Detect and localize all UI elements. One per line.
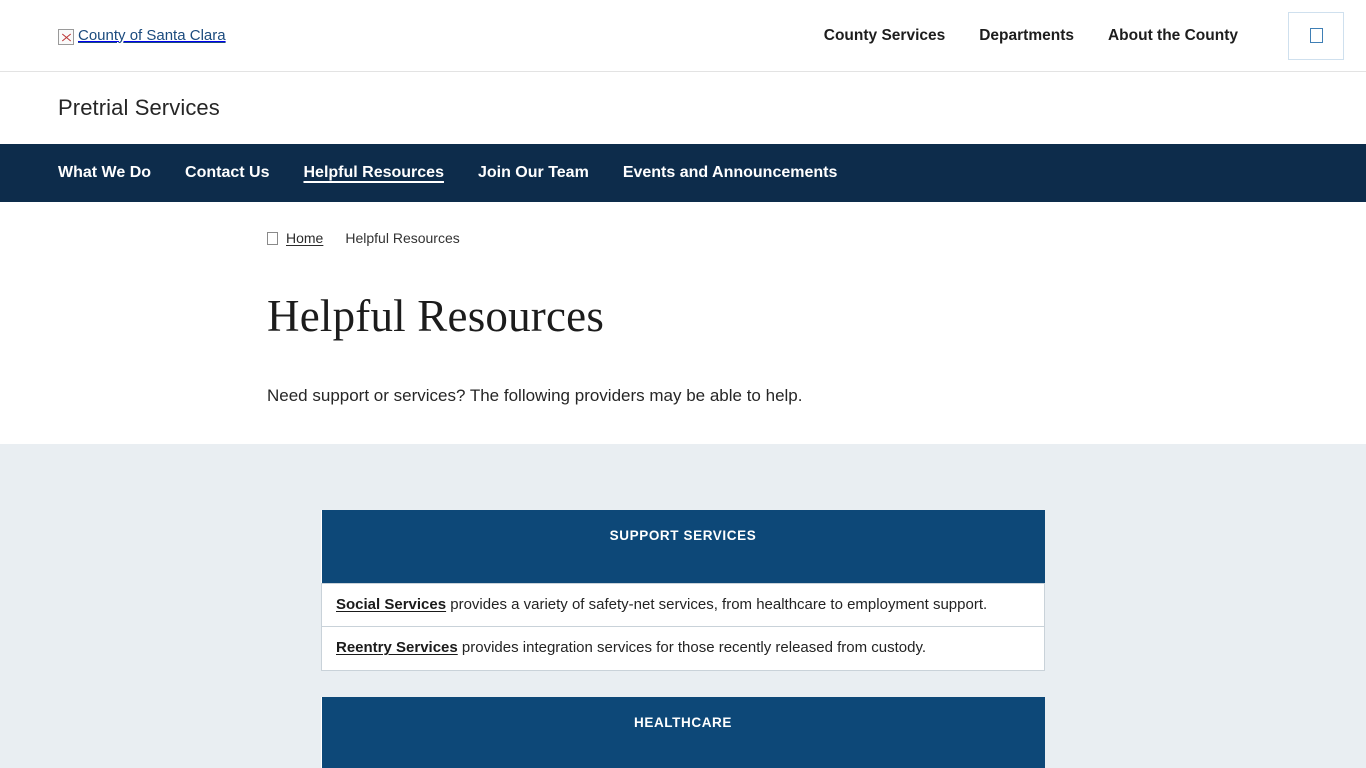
reentry-services-link[interactable]: Reentry Services bbox=[336, 639, 458, 657]
support-services-table-heading: SUPPORT SERVICES bbox=[322, 510, 1045, 584]
section-nav-item-what-we-do[interactable]: What We Do bbox=[58, 164, 152, 181]
search-icon bbox=[1310, 28, 1323, 43]
department-title: Pretrial Services bbox=[58, 94, 220, 120]
reentry-services-description: provides integration services for those recently released from custody. bbox=[457, 639, 927, 657]
breadcrumb bbox=[0, 230, 1366, 246]
section-nav bbox=[0, 144, 1366, 202]
global-nav-item-about-the-county[interactable]: About the County bbox=[1107, 26, 1238, 44]
section-nav-item-join-our-team[interactable]: Join Our Team bbox=[477, 164, 589, 181]
global-nav bbox=[824, 12, 1344, 60]
content-top bbox=[0, 202, 1366, 444]
home-icon bbox=[267, 232, 278, 245]
department-title-band bbox=[0, 72, 1366, 144]
search-button[interactable] bbox=[1288, 12, 1344, 60]
broken-image-icon bbox=[58, 29, 74, 45]
resources-table-wrap bbox=[321, 510, 1045, 768]
healthcare-table-heading: HEALTHCARE bbox=[322, 697, 1045, 768]
page-intro-text: Need support or services? The following providers may be able to help. bbox=[267, 386, 803, 405]
page-title: Helpful Resources bbox=[267, 291, 605, 341]
county-logo-alt-text: County of Santa Clara bbox=[78, 26, 226, 44]
section-nav-item-contact-us[interactable]: Contact Us bbox=[185, 164, 270, 181]
support-services-table bbox=[321, 510, 1045, 671]
global-header bbox=[0, 0, 1366, 72]
breadcrumb-current: Helpful Resources bbox=[345, 230, 460, 246]
global-nav-item-county-services[interactable]: County Services bbox=[823, 26, 946, 44]
section-nav-item-helpful-resources[interactable]: Helpful Resources bbox=[303, 164, 444, 181]
county-logo-link[interactable] bbox=[58, 27, 226, 45]
resources-section bbox=[0, 444, 1366, 768]
table-row bbox=[322, 584, 1045, 627]
social-services-description: provides a variety of safety-net services, from healthcare to employment support. bbox=[446, 596, 988, 613]
breadcrumb-home-link[interactable]: Home bbox=[286, 230, 324, 246]
table-row bbox=[322, 627, 1045, 670]
healthcare-table bbox=[321, 697, 1045, 768]
global-nav-item-departments[interactable]: Departments bbox=[979, 26, 1074, 44]
social-services-link[interactable]: Social Services bbox=[336, 596, 447, 613]
section-nav-item-events-and-announcements[interactable]: Events and Announcements bbox=[622, 164, 838, 181]
